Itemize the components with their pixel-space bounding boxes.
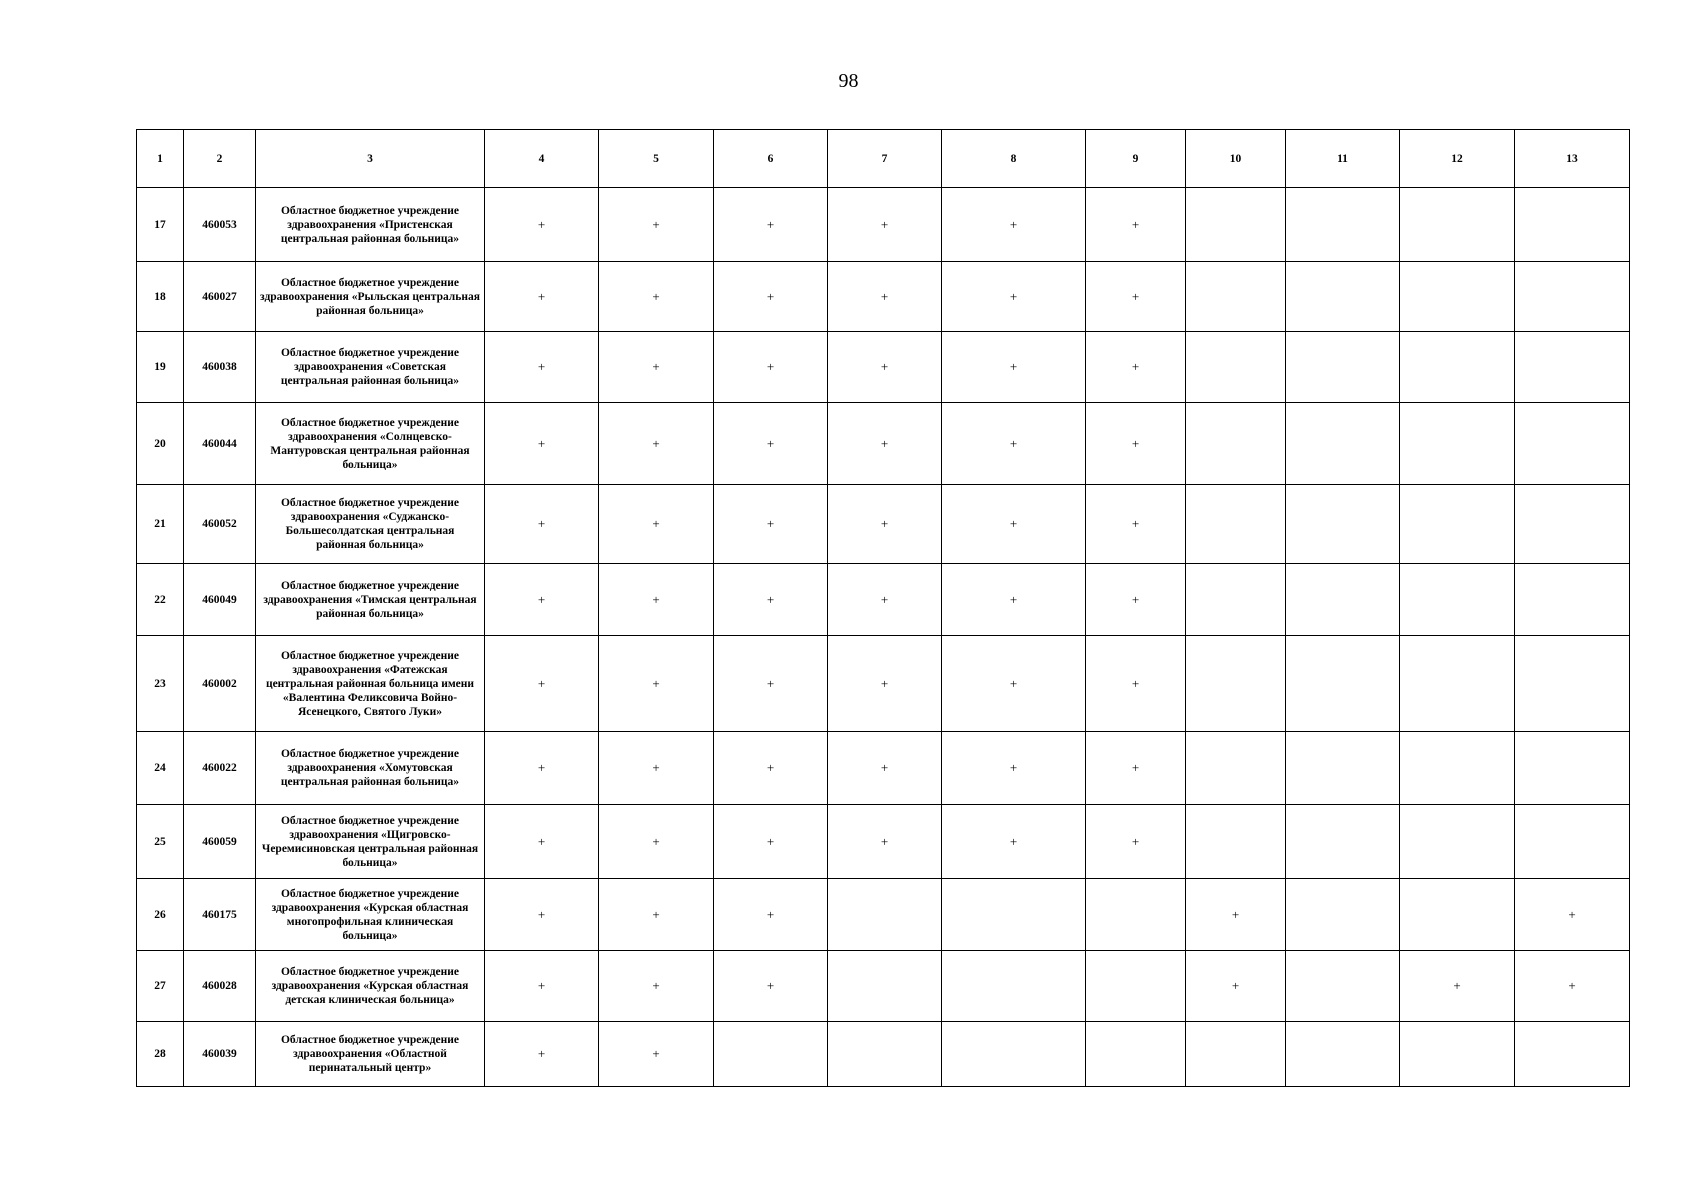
row-number: 24 <box>137 732 184 805</box>
mark-cell <box>1286 485 1400 564</box>
column-header: 9 <box>1086 130 1186 188</box>
mark-cell <box>1515 1022 1630 1087</box>
mark-cell: + <box>599 732 714 805</box>
institution-code: 460049 <box>184 564 256 636</box>
mark-cell: + <box>485 188 599 262</box>
mark-cell: + <box>942 564 1086 636</box>
mark-cell <box>1515 732 1630 805</box>
column-header: 3 <box>256 130 485 188</box>
mark-cell: + <box>942 262 1086 332</box>
mark-cell: + <box>714 564 828 636</box>
mark-cell <box>1286 805 1400 879</box>
mark-cell: + <box>714 485 828 564</box>
mark-cell <box>1400 403 1515 485</box>
mark-cell: + <box>1186 879 1286 951</box>
mark-cell <box>1400 732 1515 805</box>
table-row <box>137 951 1630 1022</box>
mark-cell <box>1515 805 1630 879</box>
mark-cell <box>1186 564 1286 636</box>
mark-cell: + <box>828 332 942 403</box>
mark-cell <box>1186 805 1286 879</box>
mark-cell <box>1400 262 1515 332</box>
institution-code: 460038 <box>184 332 256 403</box>
mark-cell: + <box>942 732 1086 805</box>
data-table <box>136 129 1630 1087</box>
row-number: 19 <box>137 332 184 403</box>
mark-cell <box>1286 332 1400 403</box>
mark-cell: + <box>942 332 1086 403</box>
mark-cell <box>1400 636 1515 732</box>
mark-cell: + <box>599 879 714 951</box>
mark-cell: + <box>714 262 828 332</box>
column-header: 7 <box>828 130 942 188</box>
mark-cell <box>1086 1022 1186 1087</box>
mark-cell <box>1186 636 1286 732</box>
mark-cell <box>1086 879 1186 951</box>
mark-cell: + <box>1086 564 1186 636</box>
mark-cell: + <box>942 805 1086 879</box>
mark-cell: + <box>599 262 714 332</box>
mark-cell <box>1515 564 1630 636</box>
mark-cell: + <box>942 403 1086 485</box>
row-number: 26 <box>137 879 184 951</box>
institution-code: 460022 <box>184 732 256 805</box>
mark-cell <box>1400 564 1515 636</box>
table-row <box>137 564 1630 636</box>
mark-cell: + <box>942 636 1086 732</box>
institution-code: 460052 <box>184 485 256 564</box>
mark-cell: + <box>714 732 828 805</box>
mark-cell: + <box>1086 636 1186 732</box>
institution-name: Областное бюджетное учреждение здравоохранения «Советская центральная районная больница» <box>256 332 485 403</box>
table-row <box>137 403 1630 485</box>
institution-name: Областное бюджетное учреждение здравоохранения «Областной перинатальный центр» <box>256 1022 485 1087</box>
institution-code: 460175 <box>184 879 256 951</box>
mark-cell: + <box>599 951 714 1022</box>
mark-cell <box>1400 805 1515 879</box>
mark-cell <box>1286 1022 1400 1087</box>
mark-cell: + <box>828 564 942 636</box>
institution-name: Областное бюджетное учреждение здравоохранения «Солнцевско-Мантуровская центральная районная больница» <box>256 403 485 485</box>
mark-cell <box>942 951 1086 1022</box>
mark-cell: + <box>828 262 942 332</box>
mark-cell: + <box>485 805 599 879</box>
table-row <box>137 1022 1630 1087</box>
mark-cell: + <box>714 188 828 262</box>
column-header: 12 <box>1400 130 1515 188</box>
row-number: 27 <box>137 951 184 1022</box>
column-header: 8 <box>942 130 1086 188</box>
table-row <box>137 732 1630 805</box>
mark-cell: + <box>599 332 714 403</box>
institution-code: 460027 <box>184 262 256 332</box>
mark-cell <box>1515 262 1630 332</box>
mark-cell: + <box>599 805 714 879</box>
mark-cell: + <box>599 636 714 732</box>
mark-cell: + <box>1086 332 1186 403</box>
mark-cell <box>1186 262 1286 332</box>
mark-cell: + <box>485 403 599 485</box>
mark-cell <box>1286 262 1400 332</box>
mark-cell <box>1286 951 1400 1022</box>
mark-cell: + <box>599 485 714 564</box>
mark-cell <box>1186 403 1286 485</box>
mark-cell: + <box>599 188 714 262</box>
mark-cell: + <box>828 805 942 879</box>
column-header: 2 <box>184 130 256 188</box>
row-number: 28 <box>137 1022 184 1087</box>
mark-cell: + <box>714 636 828 732</box>
mark-cell: + <box>1086 403 1186 485</box>
column-header: 10 <box>1186 130 1286 188</box>
institution-name: Областное бюджетное учреждение здравоохранения «Рыльская центральная районная больница» <box>256 262 485 332</box>
institution-name: Областное бюджетное учреждение здравоохранения «Фатежская центральная районная больница имени «Валентина Феликсовича Войно-Ясенецкого, Святого Луки» <box>256 636 485 732</box>
mark-cell: + <box>1515 951 1630 1022</box>
mark-cell <box>1186 485 1286 564</box>
mark-cell <box>1400 1022 1515 1087</box>
mark-cell: + <box>599 564 714 636</box>
mark-cell <box>1286 403 1400 485</box>
mark-cell <box>828 1022 942 1087</box>
institution-name: Областное бюджетное учреждение здравоохранения «Курская областная детская клиническая больница» <box>256 951 485 1022</box>
mark-cell <box>1515 188 1630 262</box>
mark-cell: + <box>1086 188 1186 262</box>
column-header: 13 <box>1515 130 1630 188</box>
mark-cell: + <box>485 951 599 1022</box>
table-header-row <box>137 130 1630 188</box>
institution-code: 460028 <box>184 951 256 1022</box>
column-header: 4 <box>485 130 599 188</box>
mark-cell: + <box>714 951 828 1022</box>
mark-cell <box>1286 636 1400 732</box>
institution-name: Областное бюджетное учреждение здравоохранения «Хомутовская центральная районная больница» <box>256 732 485 805</box>
mark-cell: + <box>1086 805 1186 879</box>
column-header: 1 <box>137 130 184 188</box>
mark-cell <box>1186 332 1286 403</box>
mark-cell <box>1400 879 1515 951</box>
mark-cell: + <box>828 485 942 564</box>
mark-cell <box>1400 332 1515 403</box>
mark-cell <box>942 1022 1086 1087</box>
mark-cell: + <box>599 403 714 485</box>
mark-cell: + <box>599 1022 714 1087</box>
column-header: 11 <box>1286 130 1400 188</box>
row-number: 20 <box>137 403 184 485</box>
mark-cell <box>1515 636 1630 732</box>
institution-name: Областное бюджетное учреждение здравоохранения «Суджанско-Большесолдатская центральная районная больница» <box>256 485 485 564</box>
mark-cell <box>1515 403 1630 485</box>
institution-code: 460002 <box>184 636 256 732</box>
row-number: 21 <box>137 485 184 564</box>
mark-cell: + <box>714 805 828 879</box>
mark-cell <box>1186 1022 1286 1087</box>
mark-cell: + <box>1400 951 1515 1022</box>
table-row <box>137 879 1630 951</box>
table-row <box>137 485 1630 564</box>
institution-name: Областное бюджетное учреждение здравоохранения «Пристенская центральная районная больница» <box>256 188 485 262</box>
mark-cell: + <box>942 188 1086 262</box>
mark-cell: + <box>485 485 599 564</box>
institution-code: 460044 <box>184 403 256 485</box>
mark-cell <box>828 951 942 1022</box>
mark-cell <box>1286 879 1400 951</box>
mark-cell: + <box>485 564 599 636</box>
mark-cell: + <box>828 188 942 262</box>
institution-name: Областное бюджетное учреждение здравоохранения «Тимская центральная районная больница» <box>256 564 485 636</box>
row-number: 18 <box>137 262 184 332</box>
mark-cell: + <box>828 403 942 485</box>
row-number: 23 <box>137 636 184 732</box>
table-row <box>137 262 1630 332</box>
mark-cell <box>1400 485 1515 564</box>
mark-cell <box>1286 732 1400 805</box>
table-row <box>137 332 1630 403</box>
mark-cell: + <box>485 879 599 951</box>
row-number: 17 <box>137 188 184 262</box>
mark-cell: + <box>485 636 599 732</box>
mark-cell: + <box>485 732 599 805</box>
page-number: 98 <box>838 70 859 92</box>
mark-cell <box>1286 188 1400 262</box>
mark-cell: + <box>485 1022 599 1087</box>
mark-cell: + <box>714 403 828 485</box>
mark-cell <box>1515 485 1630 564</box>
mark-cell: + <box>714 879 828 951</box>
mark-cell: + <box>1086 262 1186 332</box>
mark-cell: + <box>828 732 942 805</box>
mark-cell <box>714 1022 828 1087</box>
mark-cell <box>1515 332 1630 403</box>
row-number: 22 <box>137 564 184 636</box>
mark-cell: + <box>1086 485 1186 564</box>
mark-cell <box>1086 951 1186 1022</box>
institution-code: 460059 <box>184 805 256 879</box>
mark-cell <box>1400 188 1515 262</box>
institution-code: 460053 <box>184 188 256 262</box>
mark-cell: + <box>485 262 599 332</box>
column-header: 5 <box>599 130 714 188</box>
table-row <box>137 636 1630 732</box>
table-row <box>137 188 1630 262</box>
mark-cell <box>942 879 1086 951</box>
mark-cell: + <box>1086 732 1186 805</box>
institution-code: 460039 <box>184 1022 256 1087</box>
column-header: 6 <box>714 130 828 188</box>
mark-cell: + <box>1515 879 1630 951</box>
mark-cell: + <box>714 332 828 403</box>
mark-cell: + <box>828 636 942 732</box>
table-row <box>137 805 1630 879</box>
row-number: 25 <box>137 805 184 879</box>
mark-cell: + <box>1186 951 1286 1022</box>
mark-cell <box>1286 564 1400 636</box>
mark-cell <box>1186 188 1286 262</box>
mark-cell: + <box>485 332 599 403</box>
institution-name: Областное бюджетное учреждение здравоохранения «Щигровско-Черемисиновская центральная районная больница» <box>256 805 485 879</box>
institution-name: Областное бюджетное учреждение здравоохранения «Курская областная многопрофильная клиническая больница» <box>256 879 485 951</box>
mark-cell <box>828 879 942 951</box>
mark-cell <box>1186 732 1286 805</box>
mark-cell: + <box>942 485 1086 564</box>
